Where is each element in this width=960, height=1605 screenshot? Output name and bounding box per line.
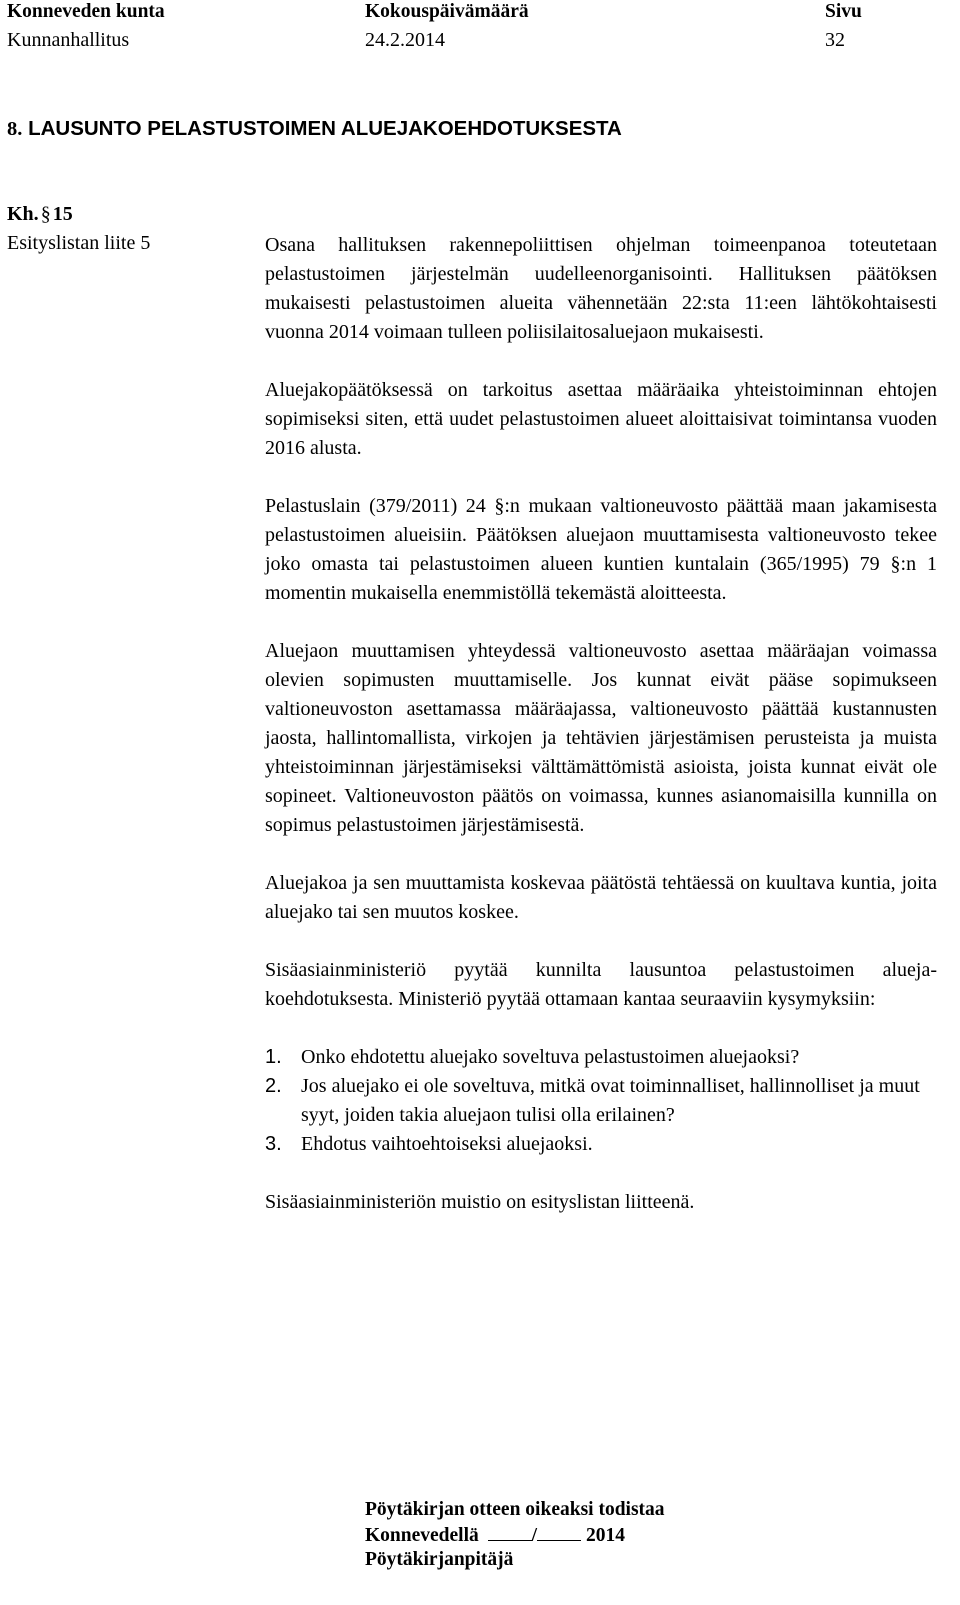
header-page: 32 [825, 29, 845, 51]
footer-signer: Pöytäkirjanpitäjä [365, 1549, 514, 1570]
day-blank [488, 1522, 532, 1541]
paragraph-5: Aluejakoa ja sen muuttamista koskevaa päätöstä tehtäessä on kuultava kuntia, joita aluejako tai sen muutos koskee. [265, 872, 937, 923]
paragraph-7: Sisäasiainministeriön muistio on esityslistan liitteenä. [265, 1191, 695, 1213]
question-text: Ehdotus vaihtoehtoiseksi aluejaoksi. [301, 1133, 593, 1155]
section-number: 8. [7, 118, 23, 140]
footer-place: Konnevedellä [365, 1525, 479, 1546]
footer-place-date-line [365, 1522, 665, 1548]
section-symbol: § [40, 203, 51, 225]
list-item [265, 1130, 937, 1159]
question-number: 3. [265, 1133, 282, 1155]
header-row-values [7, 25, 947, 55]
header-row-labels [7, 0, 947, 27]
month-blank [537, 1522, 581, 1541]
kh-prefix: Kh. [7, 203, 39, 225]
attachment-reference: Esityslistan liite 5 [7, 232, 151, 254]
question-list [265, 1043, 937, 1159]
footer-year: 2014 [585, 1525, 625, 1546]
header-date: 24.2.2014 [365, 29, 445, 51]
footer-certify-line: Pöytäkirjan otteen oikeaksi todistaa [365, 1499, 665, 1520]
list-item [265, 1043, 937, 1072]
section-title-text: LAUSUNTO PELASTUSTOIMEN ALUEJAKOEHDOTUKSESTA [28, 117, 622, 140]
document-body [265, 231, 937, 1217]
section-title [7, 117, 622, 141]
paragraph-3: Pelastuslain (379/2011) 24 §:n mukaan valtioneuvosto päättää maan jakamisesta pelastustoimen alueisiin. Päätöksen aluejaon muuttamisesta valtioneuvosto tekee joko omasta tai pelastustoimen alueen kuntien kuntalain (365/1995) 79 §:n 1 momentin mukaisella enemmistöllä tekemästä aloitteesta. [265, 495, 937, 604]
question-number: 2. [265, 1075, 282, 1097]
header-date-label: Kokouspäivämäärä [365, 1, 529, 22]
footer-slash: / [531, 1525, 538, 1546]
question-text: Jos aluejako ei ole soveltuva, mitkä ovat toiminnalliset, hallinnolliset ja muut syyt, joiden takia aluejaon tulisi olla erilainen? [301, 1075, 920, 1126]
paragraph-6: Sisäasiainministeriö pyytää kunnilta lausuntoa pelastustoimen aluejakoehdotuksesta. Ministeriö pyytää ottamaan kantaa seuraaviin kysymyksiin: [265, 959, 937, 1010]
header-page-label: Sivu [825, 1, 862, 22]
paragraph-1: Osana hallituksen rakennepoliittisen ohjelman toimeenpanoa toteutetaan pelastustoimen järjestelmän uudelleenorganisointi. Hallituksen päätöksen mukaisesti pelastustoimen alueita vähennetään 22:sta 11:een lähtökohtaisesti vuonna 2014 voimaan tulleen poliisilaitosaluejaon mukaisesti. [265, 234, 937, 343]
question-text: Onko ehdotettu aluejako soveltuva pelastustoimen aluejaoksi? [301, 1046, 800, 1068]
list-item [265, 1072, 937, 1130]
header-body: Kunnanhallitus [7, 29, 130, 51]
paragraph-4: Aluejaon muuttamisen yhteydessä valtioneuvosto asettaa määräajan voimassa olevien sopimusten muuttamiselle. Jos kunnat eivät pääse sopimukseen valtioneuvoston asettamassa määräajassa, valtioneuvosto päättää kustannusten jaosta, hallintomallista, virkojen ja tehtävien järjestämisen perusteista ja muista yhteistoiminnan järjestämiseksi välttämättömistä asioista, joista kunnat eivät ole sopineet. Valtioneuvoston päätös on voimassa, kunnes asianomaisilla kunnilla on sopimus pelastustoimen järjestämisestä. [265, 640, 937, 836]
kh-reference [7, 203, 73, 226]
header-org: Konneveden kunta [7, 1, 165, 22]
question-number: 1. [265, 1046, 282, 1068]
kh-number: 15 [52, 203, 73, 225]
paragraph-2: Aluejakopäätöksessä on tarkoitus asettaa määräaika yhteistoiminnan ehtojen sopimiseksi siten, että uudet pelastustoimen alueet aloittaisivat toimintansa vuoden 2016 alusta. [265, 379, 937, 459]
certification-footer [365, 1498, 665, 1572]
